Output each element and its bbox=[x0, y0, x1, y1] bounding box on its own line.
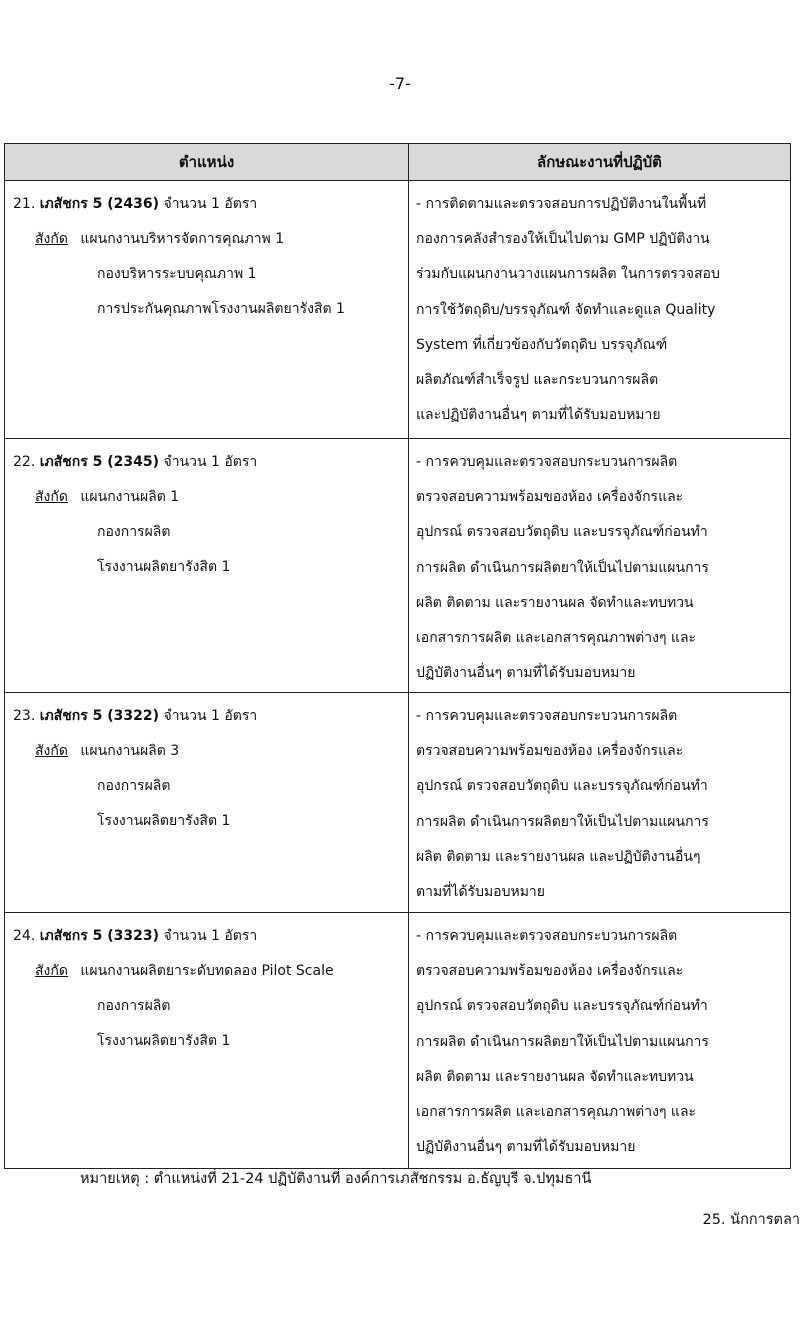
position-cell bbox=[5, 693, 409, 913]
description-line: - การติดตามและตรวจสอบการปฏิบัติงานในพื้นที่ bbox=[416, 196, 707, 212]
description-line: เอกสารการผลิต และเอกสารคุณภาพต่างๆ และ bbox=[416, 630, 697, 647]
unit: การประกันคุณภาพโรงงานผลิตยารังสิต 1 bbox=[97, 301, 345, 317]
description-line: ผลิต ติดตาม และรายงานผล จัดทำและทบทวน bbox=[416, 1068, 694, 1085]
position-quantity: จำนวน 1 อัตรา bbox=[163, 708, 258, 724]
description-line: การใช้วัตถุดิบ/บรรจุภัณฑ์ จัดทำและดูแล Quality bbox=[416, 301, 716, 318]
description-line: อุปกรณ์ ตรวจสอบวัตถุดิบ และบรรจุภัณฑ์ก่อนทำ bbox=[416, 778, 708, 795]
department: แผนกงานผลิตยาระดับทดลอง Pilot Scale bbox=[80, 963, 334, 979]
position-number: 21. bbox=[13, 196, 36, 212]
position-number: 23. bbox=[13, 708, 36, 724]
description-line: และปฏิบัติงานอื่นๆ ตามที่ได้รับมอบหมาย bbox=[416, 407, 661, 424]
position-cell bbox=[5, 439, 409, 693]
description-line: ผลิต ติดตาม และรายงานผล และปฏิบัติงานอื่นๆ bbox=[416, 848, 701, 865]
affiliation-line bbox=[13, 222, 408, 257]
description-cell bbox=[409, 439, 791, 693]
description-line: ผลิต ติดตาม และรายงานผล จัดทำและทบทวน bbox=[416, 594, 694, 611]
position-title-line bbox=[13, 919, 408, 954]
division: กองบริหารระบบคุณภาพ 1 bbox=[97, 266, 257, 282]
description-line: การผลิต ดำเนินการผลิตยาให้เป็นไปตามแผนการ bbox=[416, 559, 709, 576]
description-line: ตรวจสอบความพร้อมของห้อง เครื่องจักรและ bbox=[416, 743, 684, 760]
remark-note: หมายเหตุ : ตำแหน่งที่ 21-24 ปฏิบัติงานที่ องค์การเภสัชกรรม อ.ธัญบุรี จ.ปทุมธานี bbox=[80, 1171, 592, 1187]
description-line: การผลิต ดำเนินการผลิตยาให้เป็นไปตามแผนการ bbox=[416, 1033, 709, 1050]
department: แผนกงานผลิต 1 bbox=[80, 489, 180, 505]
description-cell bbox=[409, 693, 791, 913]
description-line: ตรวจสอบความพร้อมของห้อง เครื่องจักรและ bbox=[416, 489, 684, 506]
description-line: - การควบคุมและตรวจสอบกระบวนการผลิต bbox=[416, 928, 678, 944]
table-row bbox=[5, 693, 791, 913]
page-number: -7- bbox=[389, 74, 411, 93]
affiliation-line bbox=[13, 480, 408, 515]
description-cell bbox=[409, 913, 791, 1169]
description-line: ตามที่ได้รับมอบหมาย bbox=[416, 884, 545, 901]
position-title-line bbox=[13, 187, 408, 222]
header-job-description: ลักษณะงานที่ปฏิบัติ bbox=[409, 144, 791, 181]
position-name: เภสัชกร 5 (2345) bbox=[39, 454, 160, 470]
description-line: การผลิต ดำเนินการผลิตยาให้เป็นไปตามแผนการ bbox=[416, 813, 709, 830]
position-quantity: จำนวน 1 อัตรา bbox=[163, 196, 258, 212]
description-line: - การควบคุมและตรวจสอบกระบวนการผลิต bbox=[416, 454, 678, 470]
affiliation-line bbox=[13, 734, 408, 769]
position-quantity: จำนวน 1 อัตรา bbox=[163, 454, 258, 470]
job-positions-table bbox=[4, 143, 791, 1169]
description-line: - การควบคุมและตรวจสอบกระบวนการผลิต bbox=[416, 708, 678, 724]
description-line: เอกสารการผลิต และเอกสารคุณภาพต่างๆ และ bbox=[416, 1104, 697, 1121]
description-line: System ที่เกี่ยวข้องกับวัตถุดิบ บรรจุภัณฑ์ bbox=[416, 336, 668, 353]
description-line: ปฏิบัติงานอื่นๆ ตามที่ได้รับมอบหมาย bbox=[416, 1139, 636, 1156]
affiliation-label: สังกัด bbox=[35, 489, 68, 505]
description-cell bbox=[409, 181, 791, 439]
division: กองการผลิต bbox=[97, 778, 171, 794]
department: แผนกงานผลิต 3 bbox=[80, 743, 180, 759]
affiliation-label: สังกัด bbox=[35, 743, 68, 759]
position-name: เภสัชกร 5 (2436) bbox=[39, 196, 160, 212]
unit: โรงงานผลิตยารังสิต 1 bbox=[97, 1033, 231, 1049]
description-line: อุปกรณ์ ตรวจสอบวัตถุดิบ และบรรจุภัณฑ์ก่อนทำ bbox=[416, 524, 708, 541]
table-row bbox=[5, 181, 791, 439]
division: กองการผลิต bbox=[97, 524, 171, 540]
continued-next-page: 25. นักการตลา bbox=[702, 1212, 800, 1228]
affiliation-line bbox=[13, 954, 408, 989]
position-cell bbox=[5, 181, 409, 439]
position-number: 22. bbox=[13, 454, 36, 470]
department: แผนกงานบริหารจัดการคุณภาพ 1 bbox=[80, 231, 285, 247]
position-name: เภสัชกร 5 (3322) bbox=[39, 708, 160, 724]
description-line: อุปกรณ์ ตรวจสอบวัตถุดิบ และบรรจุภัณฑ์ก่อนทำ bbox=[416, 998, 708, 1015]
position-title-line bbox=[13, 445, 408, 480]
description-line: กองการคลังสำรองให้เป็นไปตาม GMP ปฏิบัติงาน bbox=[416, 231, 710, 248]
affiliation-label: สังกัด bbox=[35, 963, 68, 979]
description-line: ปฏิบัติงานอื่นๆ ตามที่ได้รับมอบหมาย bbox=[416, 665, 636, 682]
division: กองการผลิต bbox=[97, 998, 171, 1014]
table-header-row bbox=[5, 144, 791, 181]
position-cell bbox=[5, 913, 409, 1169]
position-quantity: จำนวน 1 อัตรา bbox=[163, 928, 258, 944]
description-line: ตรวจสอบความพร้อมของห้อง เครื่องจักรและ bbox=[416, 963, 684, 980]
description-line: ร่วมกับแผนกงานวางแผนการผลิต ในการตรวจสอบ bbox=[416, 266, 720, 283]
description-line: ผลิตภัณฑ์สำเร็จรูป และกระบวนการผลิต bbox=[416, 372, 659, 389]
table-row bbox=[5, 913, 791, 1169]
header-position: ตำแหน่ง bbox=[5, 144, 409, 181]
affiliation-label: สังกัด bbox=[35, 231, 68, 247]
position-name: เภสัชกร 5 (3323) bbox=[39, 928, 160, 944]
position-number: 24. bbox=[13, 928, 36, 944]
position-title-line bbox=[13, 699, 408, 734]
unit: โรงงานผลิตยารังสิต 1 bbox=[97, 559, 231, 575]
unit: โรงงานผลิตยารังสิต 1 bbox=[97, 813, 231, 829]
table-row bbox=[5, 439, 791, 693]
